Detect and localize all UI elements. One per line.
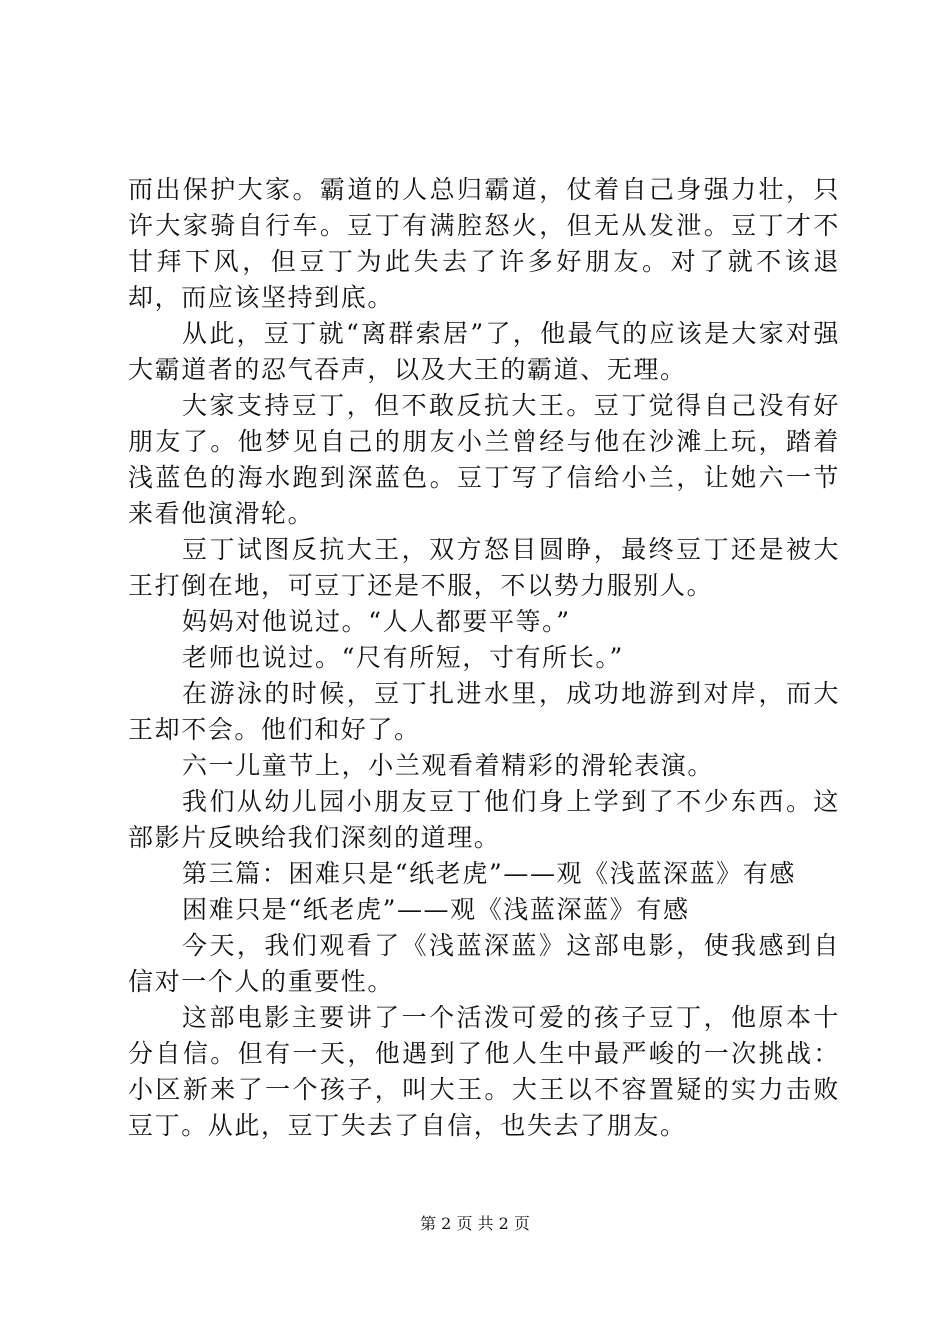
paragraph: 六一儿童节上，小兰观看着精彩的滑轮表演。 <box>182 751 715 780</box>
article-title: 困难只是“纸老虎”——观《浅蓝深蓝》有感 <box>182 895 690 924</box>
paragraph: 在游泳的时候，豆丁扎进水里，成功地游到对岸，而大王却不会。他们和好了。 <box>128 679 840 744</box>
paragraph: 豆丁试图反抗大王，双方怒目圆睁，最终豆丁还是被大王打倒在地，可豆丁还是不服，不以势力服别人。 <box>128 535 840 600</box>
paragraph: 今天，我们观看了《浅蓝深蓝》这部电影，使我感到自信对一个人的重要性。 <box>128 931 840 996</box>
section-heading: 第三篇：困难只是“纸老虎”——观《浅蓝深蓝》有感 <box>182 859 796 888</box>
paragraph: 大家支持豆丁，但不敢反抗大王。豆丁觉得自己没有好朋友了。他梦见自己的朋友小兰曾经与他在沙滩上玩，踏着浅蓝色的海水跑到深蓝色。豆丁写了信给小兰，让她六一节来看他演滑轮。 <box>128 391 840 528</box>
paragraph: 这部电影主要讲了一个活泼可爱的孩子豆丁，他原本十分自信。但有一天，他遇到了他人生中最严峻的一次挑战：小区新来了一个孩子，叫大王。大王以不容置疑的实力击败豆丁。从此，豆丁失去了自信，也失去了朋友。 <box>128 1003 840 1140</box>
page-footer: 第 2 页 共 2 页 <box>420 1214 530 1233</box>
paragraph: 老师也说过。“尺有所短，寸有所长。” <box>182 643 624 672</box>
paragraph: 妈妈对他说过。“人人都要平等。” <box>182 607 571 636</box>
paragraph: 从此，豆丁就“离群索居”了，他最气的应该是大家对强大霸道者的忍气吞声，以及大王的霸道、无理。 <box>128 319 840 384</box>
document-body <box>128 172 840 1144</box>
paragraph: 我们从幼儿园小朋友豆丁他们身上学到了不少东西。这部影片反映给我们深刻的道理。 <box>128 787 840 852</box>
paragraph-continuation: 而出保护大家。霸道的人总归霸道，仗着自己身强力壮，只许大家骑自行车。豆丁有满腔怒火，但无从发泄。豆丁才不甘拜下风，但豆丁为此失去了许多好朋友。对了就不该退却，而应该坚持到底。 <box>128 175 840 312</box>
